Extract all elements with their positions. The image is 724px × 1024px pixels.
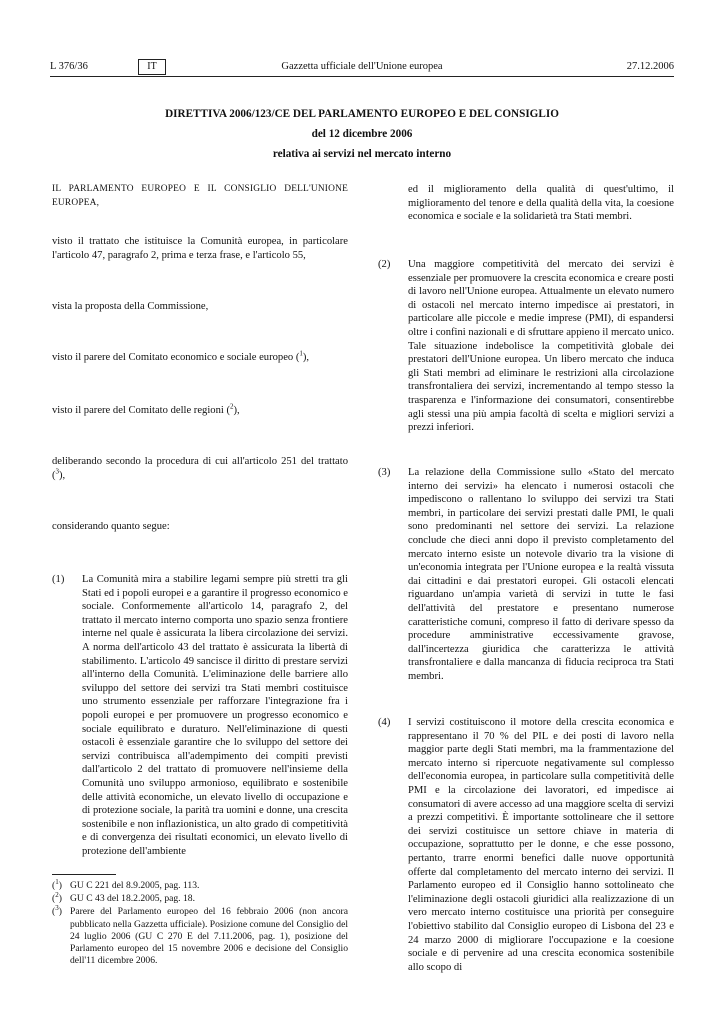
recital-number: (1) [52,574,65,585]
considerando-heading: considerando quanto segue: [52,521,170,532]
directive-title [50,104,674,164]
journal-title: Gazzetta ufficiale dell'Unione europea [281,61,443,72]
recital-visto-cdr: visto il parere del Comitato delle regioni ($^2$), [52,402,240,416]
recital-2 [378,258,674,435]
recital-visto-trattato: visto il trattato che istituisce la Comunità europea, in particolare l'articolo 47, paragrafo 2, prima e terza frase, e l'articolo 55, [52,236,348,261]
recital-4 [378,716,674,974]
footnote-3: ($^3$) Parere del Parlamento europeo del 16 febbraio 2006 (non ancora pubblicato nella Gazzetta ufficiale). Posizione comune del Consiglio del 24 luglio 2006 (GU C 270 E del 7.11.2006, pag. 1), posizione del Parlamento europeo del 15 novembre 2006 e decisione del Consiglio dell'11 dicembre 2006. [52,904,348,967]
footnote-ref-1[interactable]: 1 [299,349,303,358]
recital-text: La relazione della Commissione sullo «Stato del mercato interno dei servizi» ha elencato i numerosi ostacoli che impediscono o rallentano lo sviluppo dei servizi tra Stati membri, in particolare dei servizi prestati dalle PMI, le quali sono predominanti nel settore dei servizi. La relazione conclude che dieci anni dopo il previsto completamento del mercato interno esiste un notevole divario tra la visione di un'economia integrata per l'Unione europea e la realtà vissuta dai cittadini e dai prestatori europei. Gli ostacoli elencati riguardano un'ampia varietà di servizi in tutte le fasi dell'attività del prestatore e presentano numerose caratteristiche comuni, compreso il fatto di derivare spesso da procedure amministrative eccessivamente gravose, dall'incertezza giuridica che caratterizza le attività transfrontaliere e dalla mancanza di fiducia reciproca tra Stati membri. [408,467,674,682]
footnotes [52,877,348,968]
title-line-3: relativa ai servizi nel mercato interno [272,148,452,160]
recital-number: (3) [378,467,391,478]
title-line-2: del 12 dicembre 2006 [311,128,413,140]
header-divider [50,76,674,77]
recital-text: Una maggiore competitività del mercato dei servizi è essenziale per promuovere la crescita economica e creare posti di lavoro nell'Unione europea. Attualmente un elevato numero di ostacoli nel mercato interno impedisce ai prestatori, in particolare alle piccole e medie imprese (PMI), di espandersi oltre i confini nazionali e di sfruttare appieno il mercato unico. Tale situazione indebolisce la competitività globale dei prestatori dell'Unione europea. Un libero mercato che induca gli Stati membri ad eliminare le restrizioni alla circolazione transfrontaliera dei servizi, incrementando al tempo stesso la trasparenza e l'informazione dei consumatori, consentirebbe agli stessi una più ampia facoltà di scelta e migliori servizi a prezzi inferiori. [408,259,674,434]
footnote-1: ($^1$) GU C 221 del 8.9.2005, pag. 113. [52,877,200,891]
language-badge: IT [138,59,166,75]
footnote-ref-2[interactable]: 2 [229,402,234,411]
journal-reference: L 376/36 [50,61,88,72]
title-line-1: DIRETTIVA 2006/123/CE DEL PARLAMENTO EUROPEO E DEL CONSIGLIO [165,108,559,120]
parliament-heading: IL PARLAMENTO EUROPEO E IL CONSIGLIO DELL'UNIONE EUROPEA, [52,184,348,208]
recital-1 [52,573,348,858]
recital-text: La Comunità mira a stabilire legami sempre più stretti tra gli Stati ed i popoli europei e a garantire il progresso economico e sociale. Conformemente all'articolo 14, paragrafo 2, del trattato il mercato interno comporta uno spazio senza frontiere interne nel quale è assicurata la libera circolazione dei servizi. A norma dell'articolo 43 del trattato è assicurata la libertà di stabilimento. L'articolo 49 sancisce il diritto di prestare servizi all'interno della Comunità. L'eliminazione delle barriere allo sviluppo del settore dei servizi tra Stati membri costituisce uno strumento essenziale per rafforzare l'integrazione fra i popoli europei e per promuovere un progresso economico e sociale equilibrato e duraturo. Nell'eliminazione di questi ostacoli è essenziale garantire che lo sviluppo del settore dei servizi contribuisca all'adempimento dei compiti previsti dall'articolo 2 del trattato di promuovere nell'insieme della Comunità uno sviluppo armonioso, equilibrato e sostenibile delle attività economiche, un elevato livello di occupazione e di protezione sociale, la parità tra uomini e donne, una crescita sostenibile e non inflazionistica, un alto grado di competitività e di convergenza dei risultati economici, un elevato livello di protezione dell'ambiente [82,574,348,857]
footnote-divider [52,874,116,875]
recital-3 [378,466,674,684]
page-header [50,58,674,76]
recital-deliberando: deliberando secondo la procedura di cui all'articolo 251 del trattato ($^3$), [52,456,348,481]
recital-text: I servizi costituiscono il motore della crescita economica e rappresentano il 70 % del PIL e dei posti di lavoro nella maggior parte degli Stati membri, ma la frammentazione del mercato interno si ripercuote negativamente sul complesso dell'economia europea, in particolare sulla competitività delle PMI e la circolazione dei lavoratori, ed impedisce ai consumatori di avere accesso ad una maggiore scelta di servizi a prezzi competitivi. È importante sottolineare che il settore dei servizi costituisce un settore chiave in materia di occupazione, soprattutto per le donne, e che esse possono, pertanto, trarre enormi benefici dalle nuove opportunità offerte dal completamento del mercato interno dei servizi. Il Parlamento europeo ed il Consiglio hanno sottolineato che l'eliminazione degli ostacoli giuridici alla realizzazione di un vero mercato interno costituisce una priorità per conseguire l'obiettivo stabilito dal Consiglio europeo di Lisbona del 23 e 24 marzo 2000 di migliorare l'occupazione e la coesione sociale e di pervenire ad una crescita economica sostenibile allo scopo di [408,717,674,973]
recital-1-continued: ed il miglioramento della qualità di quest'ultimo, il miglioramento del tenore e della qualità della vita, la coesione economica e sociale e la solidarietà tra Stati membri. [408,184,674,223]
recital-number: (4) [378,717,391,728]
footnote-2: ($^2$) GU C 43 del 18.2.2005, pag. 18. [52,891,195,905]
recital-vista-proposta: vista la proposta della Commissione, [52,301,209,312]
recital-number: (2) [378,259,391,270]
publication-date: 27.12.2006 [626,61,674,72]
recital-visto-cese: visto il parere del Comitato economico e sociale europeo ($^1$), [52,349,310,363]
footnote-ref-3[interactable]: 3 [55,467,60,476]
